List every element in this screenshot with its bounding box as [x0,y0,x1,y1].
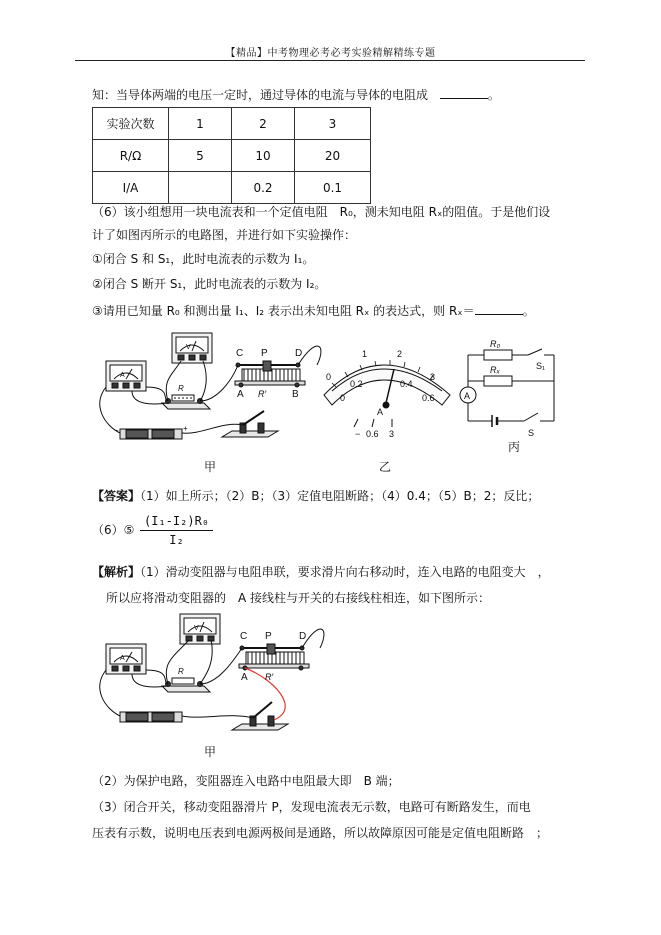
answer-text: （1）如上所示；（2）B；（3）定值电阻断路；（4）0.4；（5）B；2；反比； [140,489,540,503]
rheostat-A: A [237,389,244,400]
figure-jia-solution [92,608,332,768]
rheostat-device [239,644,309,670]
figure-jia [100,333,321,439]
page-header: 【精品】中考物理必考必考实验精解精练专题 [225,48,436,59]
q6-line1: （6）该小组想用一块电流表和一个定值电阻 R₀，测未知电阻 Rₓ的阻值。于是他们设 [92,205,551,219]
analysis-text1: （1）滑动变阻器与电阻串联，要求滑片向右移动时，连入电路的电阻变大 ， [140,565,550,579]
ammeter-label: A [120,372,125,379]
q6-line2: 计了如图丙所示的电路图，并进行如下实验操作： [92,228,357,242]
terminal-label: 0.6 [366,429,379,439]
circuit-S-label: S [528,428,535,438]
fraction-denominator: I₂ [169,533,184,547]
intro-tail: 。 [487,88,500,102]
voltmeter-label: V [194,625,199,632]
answer-blank [475,303,523,315]
table-row [93,172,371,204]
switch-device [222,411,278,437]
circuit-labels [464,339,545,438]
scale-major-label: 1 [362,349,368,359]
answer-label: 【答案】 [92,489,141,503]
table-row [93,140,371,172]
figure-jia-caption: 甲 [204,460,217,474]
analysis-line3: （2）为保护电路，变阻器连入电路中电阻最大即 B 端； [92,774,400,788]
table-cell: I/A [93,172,169,204]
scale-minor-label: 0.2 [350,379,363,389]
intro-text: 知：当导体两端的电压一定时，通过导体的电流与导体的电阻成 [92,88,429,102]
table-cell: 0.1 [295,172,371,204]
analysis-line1 [92,563,550,580]
rheostat-C: C [240,631,248,642]
q6-step1: ①闭合 S 和 S₁，此时电流表的示数为 I₁。 [92,252,315,266]
fraction-numerator: (I₁-I₂)R₀ [140,514,213,531]
q6-step2: ②闭合 S 断开 S₁，此时电流表的示数为 I₂。 [92,277,327,291]
experiment-table [92,107,371,204]
ammeter-scale-labels [326,349,435,439]
answer-fraction [140,514,213,547]
analysis-line2: 所以应将滑动变阻器的 A 接线柱与开关的右接线柱相连，如下图所示： [106,591,491,605]
table-cell [169,172,232,204]
scale-minor-label: 0.4 [400,379,413,389]
answer-line2-prefix: （6）⑤ [92,523,135,537]
table-cell: 0.2 [232,172,295,204]
analysis-label: 【解析】 [92,565,141,579]
ammeter-device [106,644,146,674]
circuit-S1-label: S₁ [536,361,546,371]
rheostat-C: C [236,348,244,359]
voltmeter-device [172,333,212,363]
circuit-Rx-label: Rₓ [490,365,500,375]
q6-step3-tail: 。 [522,304,535,318]
scale-major-label: 0 [326,372,332,382]
table-cell: 2 [232,108,295,140]
scale-minor-label: 0.6 [422,393,435,403]
scale-major-label: 2 [397,349,403,359]
rheostat-Rprime: R′ [265,672,274,682]
svg-text:+: + [183,424,188,433]
terminal-label: − [355,429,361,439]
answer-blank [440,87,488,99]
ammeter-device [106,361,146,391]
rheostat-P: P [265,631,272,642]
rheostat-B: B [292,389,299,400]
table-cell: R/Ω [93,140,169,172]
rheostat-device [235,361,305,387]
header-rule [75,60,585,61]
rheostat-D: D [299,631,307,642]
table-cell: 20 [295,140,371,172]
table-cell: 5 [169,140,232,172]
figure-bing-caption: 丙 [508,440,521,454]
q6-step3-line [92,302,535,319]
resistor-label: R [178,384,184,393]
svg-text:−: − [114,426,119,435]
circuit-A-label: A [464,391,471,401]
battery-pack [120,712,182,722]
q6-step3: ③请用已知量 R₀ 和测出量 I₁、I₂ 表示出未知电阻 Rₓ 的表达式，则 Rₓ＝ [92,304,475,318]
figure-jia-caption: 甲 [204,745,217,759]
intro-line [92,86,500,103]
terminal-label: 3 [389,429,395,439]
scale-major-label: 3 [430,372,436,382]
table-cell: 10 [232,140,295,172]
battery-pack [114,424,188,439]
scale-minor-label: 0 [340,393,346,403]
ammeter-label: A [120,655,125,662]
analysis-line4: （3）闭合开关，移动变阻器滑片 P，发现电流表无示数，电路可有断路发生，而电 [92,800,531,814]
voltmeter-device [180,614,220,644]
figure-yi-caption: 乙 [379,460,392,474]
rheostat-Rprime: R′ [258,389,267,399]
resistor-label: R [178,667,184,676]
scale-unit-label: A [377,407,384,417]
table-cell: 3 [295,108,371,140]
figures-row [92,325,562,485]
table-cell: 1 [169,108,232,140]
rheostat-A: A [241,672,248,683]
analysis-line5: 压表有示数，说明电压表到电源两极间是通路，所以故障原因可能是定值电阻断路 ； [92,826,549,840]
table-cell: 实验次数 [93,108,169,140]
answer-line [92,487,539,504]
circuit-R0-label: R₀ [490,339,501,349]
table-header-row [93,108,371,140]
voltmeter-label: V [186,344,191,351]
rheostat-D: D [295,348,303,359]
resistor-board [162,395,210,409]
rheostat-P: P [261,348,268,359]
